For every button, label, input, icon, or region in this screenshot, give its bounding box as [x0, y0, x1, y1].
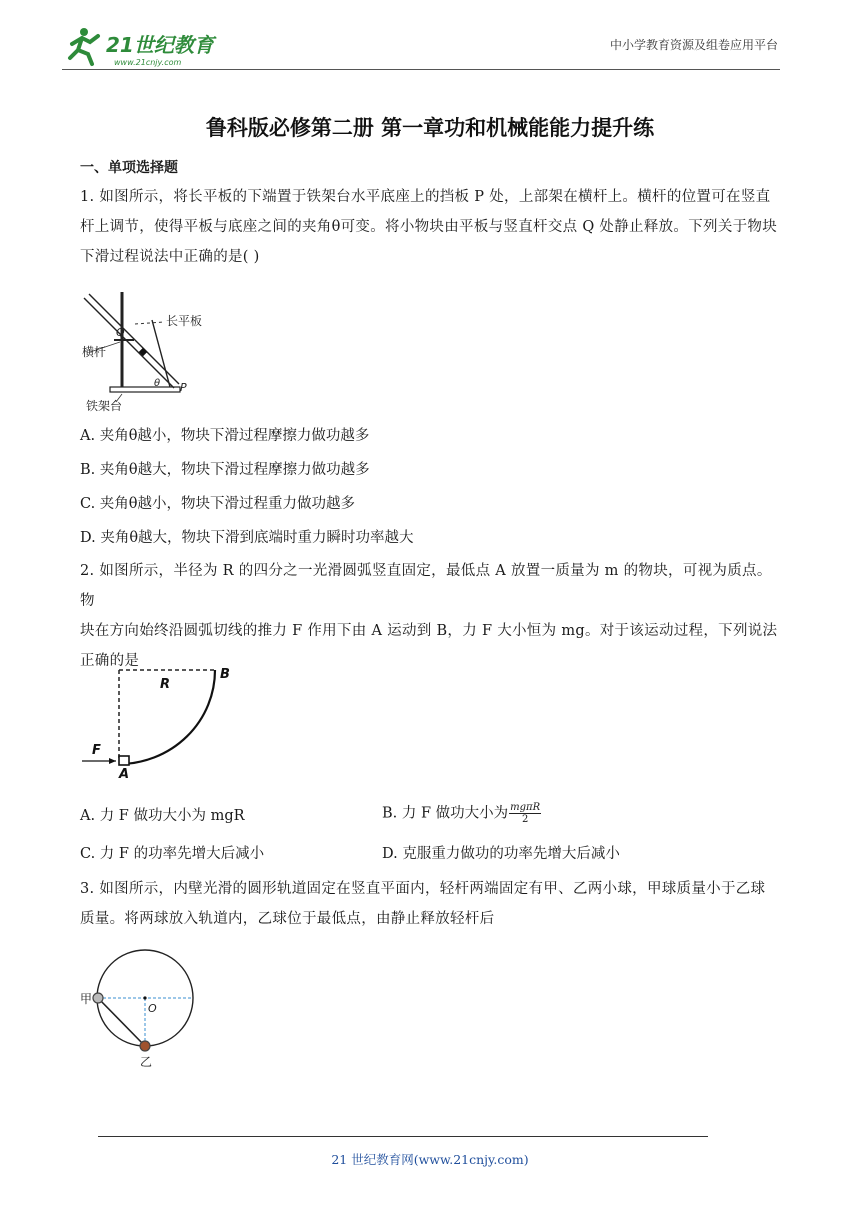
q1-line-3: 下滑过程说法中正确的是( ) — [80, 249, 260, 265]
question-3-text — [80, 874, 782, 934]
q1-label-board: 长平板 — [166, 314, 203, 328]
question-1-text — [80, 182, 782, 272]
q2-line-1: 2. 如图所示，半径为 R 的四分之一光滑圆弧竖直固定，最低点 A 放置一质量为 m 的物块，可视为质点。物 — [80, 563, 772, 609]
q2-option-c: C. 力 F 的功率先增大后减小 — [80, 846, 265, 862]
header-divider — [62, 69, 780, 70]
runner-icon — [70, 28, 98, 64]
q1-line-1: 1. 如图所示，将长平板的下端置于铁架台水平底座上的挡板 P 处，上部架在横杆上。横杆的位置可在竖直 — [80, 189, 771, 205]
fraction-denominator: 2 — [521, 814, 529, 825]
q2-line-2: 块在方向始终沿圆弧切线的推力 F 作用下由 A 运动到 B，力 F 大小恒为 mg。对于该运动过程，下列说法 — [80, 623, 778, 639]
footer-divider — [98, 1136, 708, 1137]
q2-option-a: A. 力 F 做功大小为 mgR — [80, 808, 245, 824]
q3-label-yi: 乙 — [140, 1055, 153, 1069]
section-heading: 一、单项选择题 — [80, 160, 178, 176]
q1-label-p: P — [180, 381, 187, 394]
q1-label-stand: 铁架台 — [86, 399, 123, 413]
q2-label-a: A — [119, 767, 130, 782]
q3-line-2: 质量。将两球放入轨道内，乙球位于最低点，由静止释放轻杆后 — [80, 911, 495, 927]
q2-figure-arc — [80, 658, 240, 784]
ball-yi — [140, 1041, 150, 1051]
q2-label-f: F — [92, 743, 101, 758]
q1-label-q: Q — [116, 326, 125, 339]
q2-option-b-text: B. 力 F 做功大小为 — [382, 805, 509, 822]
q1-label-bar: 横杆 — [82, 345, 107, 359]
q2-line-3: 正确的是 — [80, 653, 140, 669]
site-logo — [62, 24, 232, 70]
q3-label-jia: 甲 — [80, 992, 93, 1006]
q2-option-b — [382, 802, 541, 825]
q3-line-1: 3. 如图所示，内壁光滑的圆形轨道固定在竖直平面内，轻杆两端固定有甲、乙两小球，甲球质量小于乙球 — [80, 881, 766, 897]
q1-option-c: C. 夹角θ越小，物块下滑过程重力做功越多 — [80, 496, 356, 512]
q1-option-d: D. 夹角θ越大，物块下滑到底端时重力瞬时功率越大 — [80, 530, 414, 546]
ball-jia — [93, 993, 103, 1003]
footer-text: 21 世纪教育网(www.21cnjy.com) — [331, 1152, 529, 1167]
q1-option-a: A. 夹角θ越小，物块下滑过程摩擦力做功越多 — [80, 428, 370, 444]
header-platform-name: 中小学教育资源及组卷应用平台 — [609, 38, 778, 52]
q1-line-2: 杆上调节，使得平板与底座之间的夹角θ可变。将小物块由平板与竖直杆交点 Q 处静止释放。下列关于物块 — [80, 219, 778, 235]
q1-option-b: B. 夹角θ越大，物块下滑过程摩擦力做功越多 — [80, 462, 370, 478]
fraction-numerator: mgπR — [510, 802, 541, 813]
q2-option-d: D. 克服重力做功的功率先增大后减小 — [382, 846, 620, 862]
q1-label-theta: θ — [154, 378, 161, 389]
q3-label-o: O — [148, 1002, 157, 1015]
q2-label-r: R — [160, 677, 171, 692]
page-title: 鲁科版必修第二册 第一章功和机械能能力提升练 — [205, 115, 655, 140]
logo-url: www.21cnjy.com — [114, 58, 182, 67]
q3-figure-circle — [78, 944, 198, 1070]
q1-figure-incline — [80, 290, 210, 414]
logo-text: 21世纪教育 — [106, 33, 214, 57]
q2-option-b-fraction — [509, 802, 541, 825]
q2-label-b: B — [220, 667, 230, 682]
